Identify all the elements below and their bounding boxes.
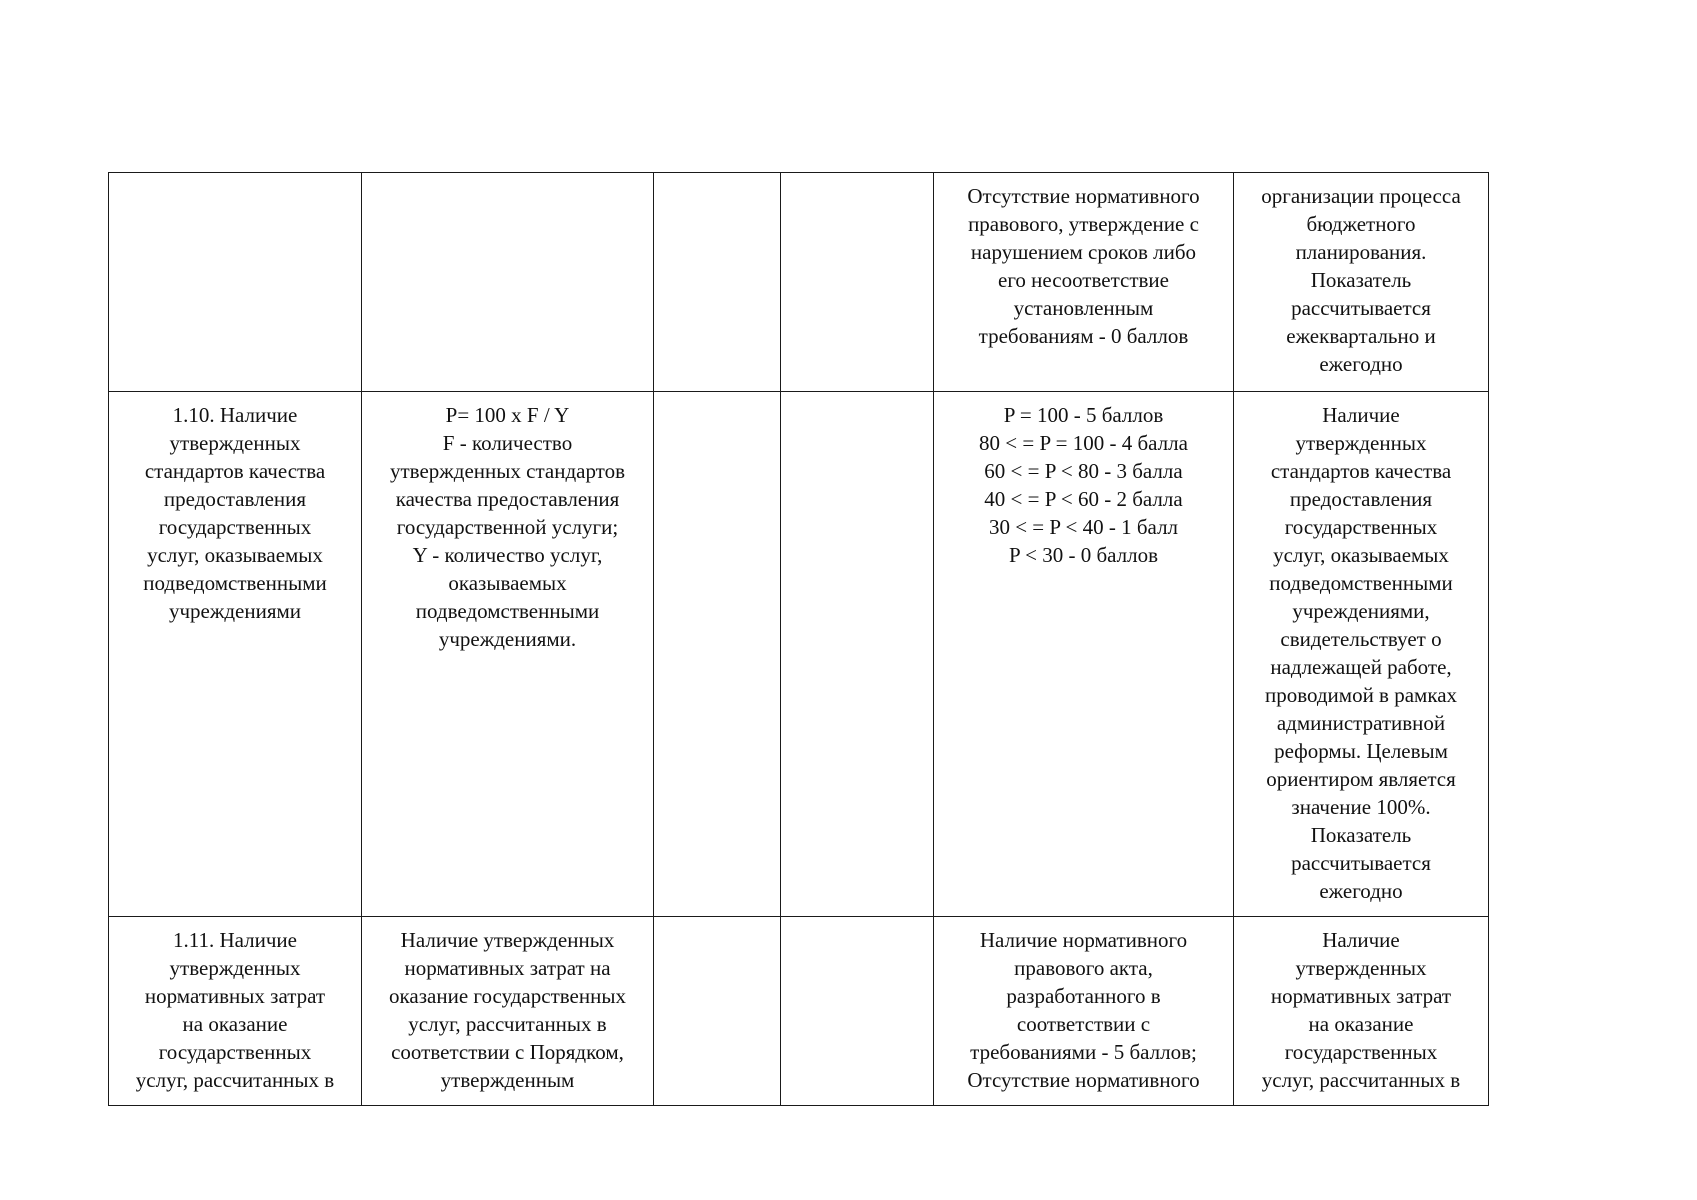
- document-table: [108, 172, 1489, 1106]
- table-cell-indicator: 1.10. Наличие утвержденных стандартов качества предоставления государственных услуг, оказываемых подведомственными учреждениями: [109, 392, 362, 917]
- table-cell-scoring: Отсутствие нормативного правового, утверждение с нарушением сроков либо его несоответствие установленным требованиям - 0 баллов: [934, 173, 1234, 392]
- table-cell-comment: Наличие утвержденных стандартов качества предоставления государственных услуг, оказываемых подведомственными учреждениями, свидетельствует о надлежащей работе, проводимой в рамках административной реформы. Целевым ориентиром является значение 100%. Показатель рассчитывается ежегодно: [1234, 392, 1489, 917]
- table-cell-indicator: 1.11. Наличие утвержденных нормативных затрат на оказание государственных услуг, рассчитанных в: [109, 917, 362, 1106]
- table-cell-formula: Наличие утвержденных нормативных затрат на оказание государственных услуг, рассчитанных в соответствии с Порядком, утвержденным: [362, 917, 654, 1106]
- table-row: [109, 917, 1489, 1106]
- table-cell-scoring: Наличие нормативного правового акта, разработанного в соответствии с требованиями - 5 баллов; Отсутствие нормативного: [934, 917, 1234, 1106]
- table-cell-indicator: [109, 173, 362, 392]
- table-cell-empty: [654, 392, 781, 917]
- table-cell-empty: [781, 917, 934, 1106]
- table-cell-formula: [362, 173, 654, 392]
- table-cell-comment: организации процесса бюджетного планирования. Показатель рассчитывается ежеквартально и ежегодно: [1234, 173, 1489, 392]
- table-cell-empty: [654, 173, 781, 392]
- table-cell-formula: P= 100 x F / Y F - количество утвержденных стандартов качества предоставления государственной услуги; Y - количество услуг, оказываемых подведомственными учреждениями.: [362, 392, 654, 917]
- table-cell-comment: Наличие утвержденных нормативных затрат на оказание государственных услуг, рассчитанных в: [1234, 917, 1489, 1106]
- table-cell-empty: [654, 917, 781, 1106]
- table-row: [109, 173, 1489, 392]
- table-row: [109, 392, 1489, 917]
- table-cell-scoring: P = 100 - 5 баллов 80 < = P = 100 - 4 балла 60 < = P < 80 - 3 балла 40 < = P < 60 - 2 балла 30 < = P < 40 - 1 балл P < 30 - 0 баллов: [934, 392, 1234, 917]
- table-cell-empty: [781, 173, 934, 392]
- table-cell-empty: [781, 392, 934, 917]
